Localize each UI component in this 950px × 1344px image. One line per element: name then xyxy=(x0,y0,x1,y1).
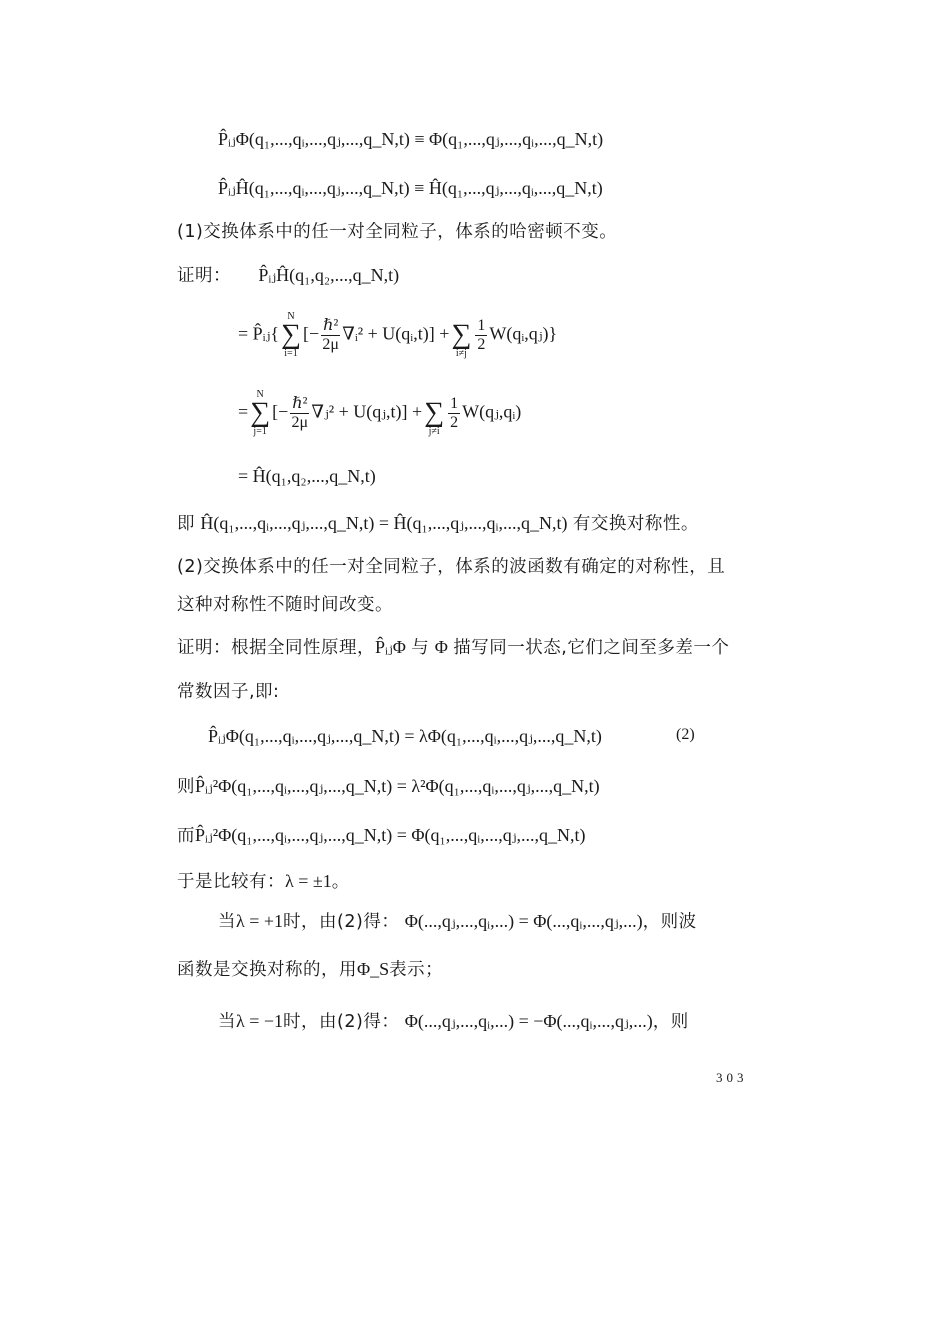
proof-1-label: 证明： xyxy=(177,266,231,286)
proof-2-line-2: 常数因子,即: xyxy=(177,682,280,702)
claim-2-line-2: 这种对称性不随时间改变。 xyxy=(177,595,393,615)
step1-prefix: = P̂ᵢⱼ{ xyxy=(238,323,280,344)
proof-1-step-1 xyxy=(238,312,557,359)
sum-upper: N xyxy=(287,311,295,322)
compare-prefix: 于是比较有： xyxy=(177,872,285,892)
conclusion-1 xyxy=(177,514,699,534)
fraction-half xyxy=(475,318,487,353)
conclusion-1-math: Ĥ(q₁,...,qᵢ,...,qⱼ,...,q_N,t) = Ĥ(q₁,...,qⱼ,...,qᵢ,...,q_N,t) xyxy=(200,513,568,533)
proof-1-step-3: = Ĥ(q₁,q₂,...,q_N,t) xyxy=(238,466,376,486)
sum-lower: i≠j xyxy=(455,347,467,359)
case-plus-suffix: ，则波 xyxy=(642,912,697,932)
sigma-icon: ∑ xyxy=(424,397,445,428)
then-line xyxy=(177,777,600,797)
sum-operator xyxy=(250,390,270,437)
case-plus-prefix: 当 xyxy=(218,912,236,932)
compare-line xyxy=(177,872,350,892)
case-plus-mid: 时，由(2)得： xyxy=(283,912,400,932)
then-math: P̂ᵢⱼ²Φ(q₁,...,qᵢ,...,qⱼ,...,q_N,t) = λ²Φ(q₁,...,qᵢ,...,qⱼ,...,q_N,t) xyxy=(195,776,600,796)
sigma-icon: ∑ xyxy=(451,319,472,350)
fraction-den: 2μ xyxy=(291,413,309,431)
sigma-icon: ∑ xyxy=(281,319,301,350)
sum-operator xyxy=(281,312,301,359)
claim-2-line-1: (2)交换体系中的任一对全同粒子，体系的波函数有确定的对称性，且 xyxy=(177,557,726,577)
case-plus-line2-math: Φ_S xyxy=(357,959,390,979)
fraction-den: 2 xyxy=(450,413,459,431)
equation-2: P̂ᵢⱼΦ(q₁,...,qᵢ,...,qⱼ,...,q_N,t) = λΦ(q₁,...,qᵢ,...,qⱼ,...,q_N,t) xyxy=(208,726,602,746)
compare-math: λ = ±1 xyxy=(285,871,332,891)
fraction-den: 2μ xyxy=(322,335,339,353)
sum-operator xyxy=(424,390,444,437)
case-plus-lambda: λ = +1 xyxy=(236,911,284,931)
sum-operator xyxy=(451,312,471,359)
fraction-num: 1 xyxy=(477,316,486,334)
conclusion-1-prefix: 即 xyxy=(177,514,195,534)
proof-2-operator: P̂ᵢⱼΦ xyxy=(375,637,406,657)
case-minus-suffix: ，则 xyxy=(652,1012,689,1032)
equation-p-phi: P̂ᵢⱼΦ(q₁,...,qᵢ,...,qⱼ,...,q_N,t) ≡ Φ(q₁,...,qⱼ,...,qᵢ,...,q_N,t) xyxy=(218,129,604,149)
case-plus-line-1 xyxy=(218,912,697,932)
sum-upper: N xyxy=(256,389,264,400)
proof-1-header xyxy=(177,266,399,286)
and-math: P̂ᵢⱼ²Φ(q₁,...,qᵢ,...,qⱼ,...,q_N,t) = Φ(q₁,...,qᵢ,...,qⱼ,...,q_N,t) xyxy=(195,825,586,845)
case-minus-lambda: λ = −1 xyxy=(236,1011,284,1031)
fraction-num: ℏ² xyxy=(323,316,339,334)
step2-prefix: = xyxy=(238,401,249,422)
and-line xyxy=(177,826,586,846)
case-plus-line2-a: 函数是交换对称的，用 xyxy=(177,960,357,980)
sum-lower: i=1 xyxy=(284,347,298,359)
equation-p-h: P̂ᵢⱼĤ(q₁,...,qᵢ,...,qⱼ,...,q_N,t) ≡ Ĥ(q₁,...,qⱼ,...,qᵢ,...,q_N,t) xyxy=(218,178,603,198)
proof-2-line-1 xyxy=(177,638,729,658)
proof-2-phi: Φ xyxy=(434,637,448,657)
equation-2-label: (2) xyxy=(676,726,695,743)
conclusion-1-suffix: 有交换对称性。 xyxy=(572,514,699,534)
case-minus-mid: 时，由(2)得： xyxy=(283,1012,400,1032)
proof-1-lhs: P̂ᵢⱼĤ(q₁,q₂,...,q_N,t) xyxy=(258,265,400,285)
step1-bracket: [− xyxy=(302,323,320,344)
step2-bracket: [− xyxy=(272,401,289,422)
step1-mid: ∇ᵢ² + U(qᵢ,t)] + xyxy=(342,323,450,344)
case-minus-prefix: 当 xyxy=(218,1012,236,1032)
fraction-half xyxy=(448,396,460,431)
step1-tail: W(qᵢ,qⱼ)} xyxy=(489,323,558,344)
proof-2-text-b: 与 xyxy=(411,638,430,658)
case-plus-line2-b: 表示； xyxy=(389,960,444,980)
fraction-num: 1 xyxy=(450,394,459,412)
fraction-num: ℏ² xyxy=(292,394,308,412)
case-minus-math: Φ(...,qⱼ,...,qᵢ,...) = −Φ(...,qᵢ,...,qⱼ,...) xyxy=(404,1011,653,1031)
sum-lower: j=1 xyxy=(253,425,267,437)
sigma-icon: ∑ xyxy=(250,397,271,428)
case-plus-math: Φ(...,qⱼ,...,qᵢ,...) = Φ(...,qᵢ,...,qⱼ,...) xyxy=(404,911,643,931)
sum-lower: j≠i xyxy=(428,425,440,437)
compare-end: 。 xyxy=(331,872,350,892)
case-minus-line xyxy=(218,1012,689,1032)
case-plus-line-2 xyxy=(177,960,443,980)
proof-2-text-a: 证明：根据全同性原理， xyxy=(177,638,375,658)
fraction-hbar xyxy=(290,396,309,431)
and-prefix: 而 xyxy=(177,826,195,846)
proof-2-text-c: 描写同一状态,它们之间至多差一个 xyxy=(453,638,730,658)
fraction-hbar xyxy=(321,318,340,353)
claim-1: (1)交换体系中的任一对全同粒子，体系的哈密顿不变。 xyxy=(177,222,618,242)
then-prefix: 则 xyxy=(177,777,195,797)
fraction-den: 2 xyxy=(477,335,486,353)
step2-tail: W(qⱼ,qᵢ) xyxy=(462,401,522,422)
proof-1-step-2 xyxy=(238,390,521,437)
page-number: 303 xyxy=(716,1070,748,1085)
step2-mid: ∇ⱼ² + U(qⱼ,t)] + xyxy=(311,401,423,422)
